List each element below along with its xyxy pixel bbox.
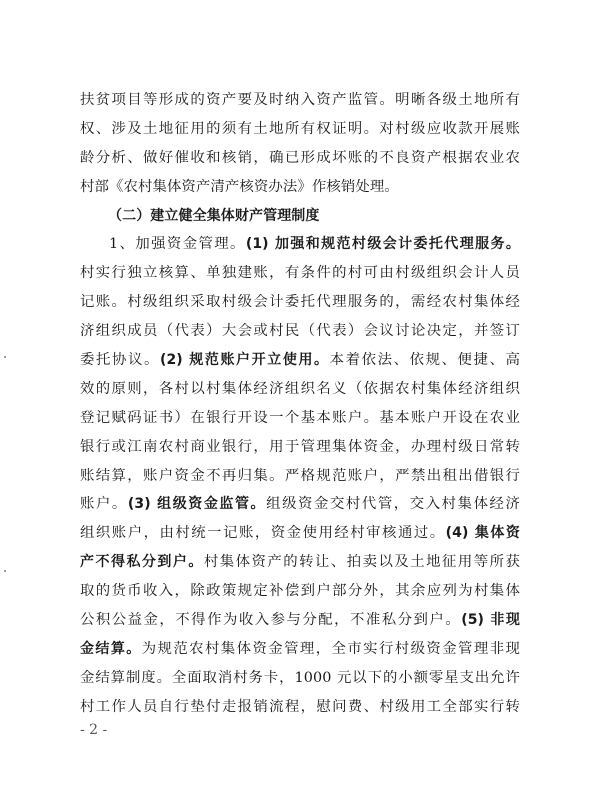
body-text: 本着依法、依规、便捷、高 <box>329 352 520 369</box>
page-number: - 2 - <box>80 722 108 738</box>
bold-text: (4) 集体资 <box>445 525 520 542</box>
bold-text: （二）建立健全集体财产管理制度 <box>108 207 320 224</box>
bold-text: (3) 组级资金监管。 <box>127 496 267 513</box>
body-text: 1、加强资金管理。 <box>109 236 246 253</box>
scan-edge-mark <box>4 570 6 572</box>
text-line <box>80 519 520 548</box>
body-text: 村集体资产的转让、拍卖以及土地征用等所获 <box>203 554 520 571</box>
text-line <box>80 462 520 491</box>
bold-text: 金结算。 <box>80 640 142 657</box>
body-text: 委托协议。 <box>80 352 160 369</box>
document-body <box>80 86 520 722</box>
body-text: 为规范农村集体资金管理，全市实行村级资金管理非现 <box>141 640 521 657</box>
scan-edge-mark <box>4 356 6 358</box>
body-text: 扶贫项目等形成的资产要及时纳入资产监管。明晰各级土地所有 <box>80 92 520 108</box>
text-line <box>80 577 520 606</box>
body-text: 账结算，账户资金不再归集。严格规范账户，严禁出租出借银行 <box>80 467 520 484</box>
text-line <box>80 230 520 259</box>
text-line <box>80 346 520 375</box>
text-line <box>80 288 520 317</box>
body-text: 取的货币收入，除政策规定补偿到户部分外，其余应列为村集体 <box>80 583 520 600</box>
text-line <box>80 693 520 722</box>
body-text: 银行或江南农村商业银行，用于管理集体资金，办理村级日常转 <box>80 438 520 455</box>
text-line <box>80 606 520 635</box>
body-text: 村部《农村集体资产清产核资办法》作核销处理。 <box>80 178 399 195</box>
text-line <box>80 317 520 346</box>
text-line <box>80 664 520 693</box>
body-text: 济组织成员（代表）大会或村民（代表）会议讨论决定，并签订 <box>80 323 520 340</box>
bold-text: 产不得私分到户。 <box>80 554 204 571</box>
body-text: 效的原则，各村以村集体经济组织名义（依据农村集体经济组织 <box>80 380 520 397</box>
bold-text: (5) 非现 <box>461 612 520 629</box>
body-text: 龄分析、做好催收和核销，确已形成坏账的不良资产根据农业农 <box>80 149 520 166</box>
body-text: 金结算制度。全面取消村务卡，1000 元以下的小额零星支出允许 <box>80 669 520 686</box>
text-line <box>80 173 520 202</box>
body-text: 权、涉及土地征用的须有土地所有权证明。对村级应收款开展账 <box>80 120 520 137</box>
body-text: 组织账户，由村统一记账，资金使用经村审核通过。 <box>80 525 446 542</box>
text-line <box>80 433 520 462</box>
body-text: 登记赋码证书）在银行开设一个基本账户。基本账户开设在农业 <box>80 409 520 426</box>
text-line <box>80 144 520 173</box>
text-line <box>80 548 520 577</box>
text-line <box>80 635 520 664</box>
section-heading <box>80 202 520 231</box>
bold-text: (2) 规范账户开立使用。 <box>159 352 330 369</box>
body-text: 公积公益金，不得作为收入参与分配，不准私分到户。 <box>80 612 462 629</box>
text-line <box>80 115 520 144</box>
text-line <box>80 490 520 519</box>
body-text: 组级资金交村代管，交入村集体经济 <box>266 496 520 513</box>
body-text: 账户。 <box>80 496 128 513</box>
text-line <box>80 404 520 433</box>
text-line <box>80 375 520 404</box>
body-text: 村工作人员自行垫付走报销流程，慰问费、村级用工全部实行转 <box>80 698 520 715</box>
text-line <box>80 86 520 115</box>
bold-text: (1) 加强和规范村级会计委托代理服务。 <box>245 236 520 253</box>
text-line <box>80 259 520 288</box>
body-text: 记账。村级组织采取村级会计委托代理服务的，需经农村集体经 <box>80 294 520 311</box>
body-text: 村实行独立核算、单独建账，有条件的村可由村级组织会计人员 <box>80 265 520 282</box>
